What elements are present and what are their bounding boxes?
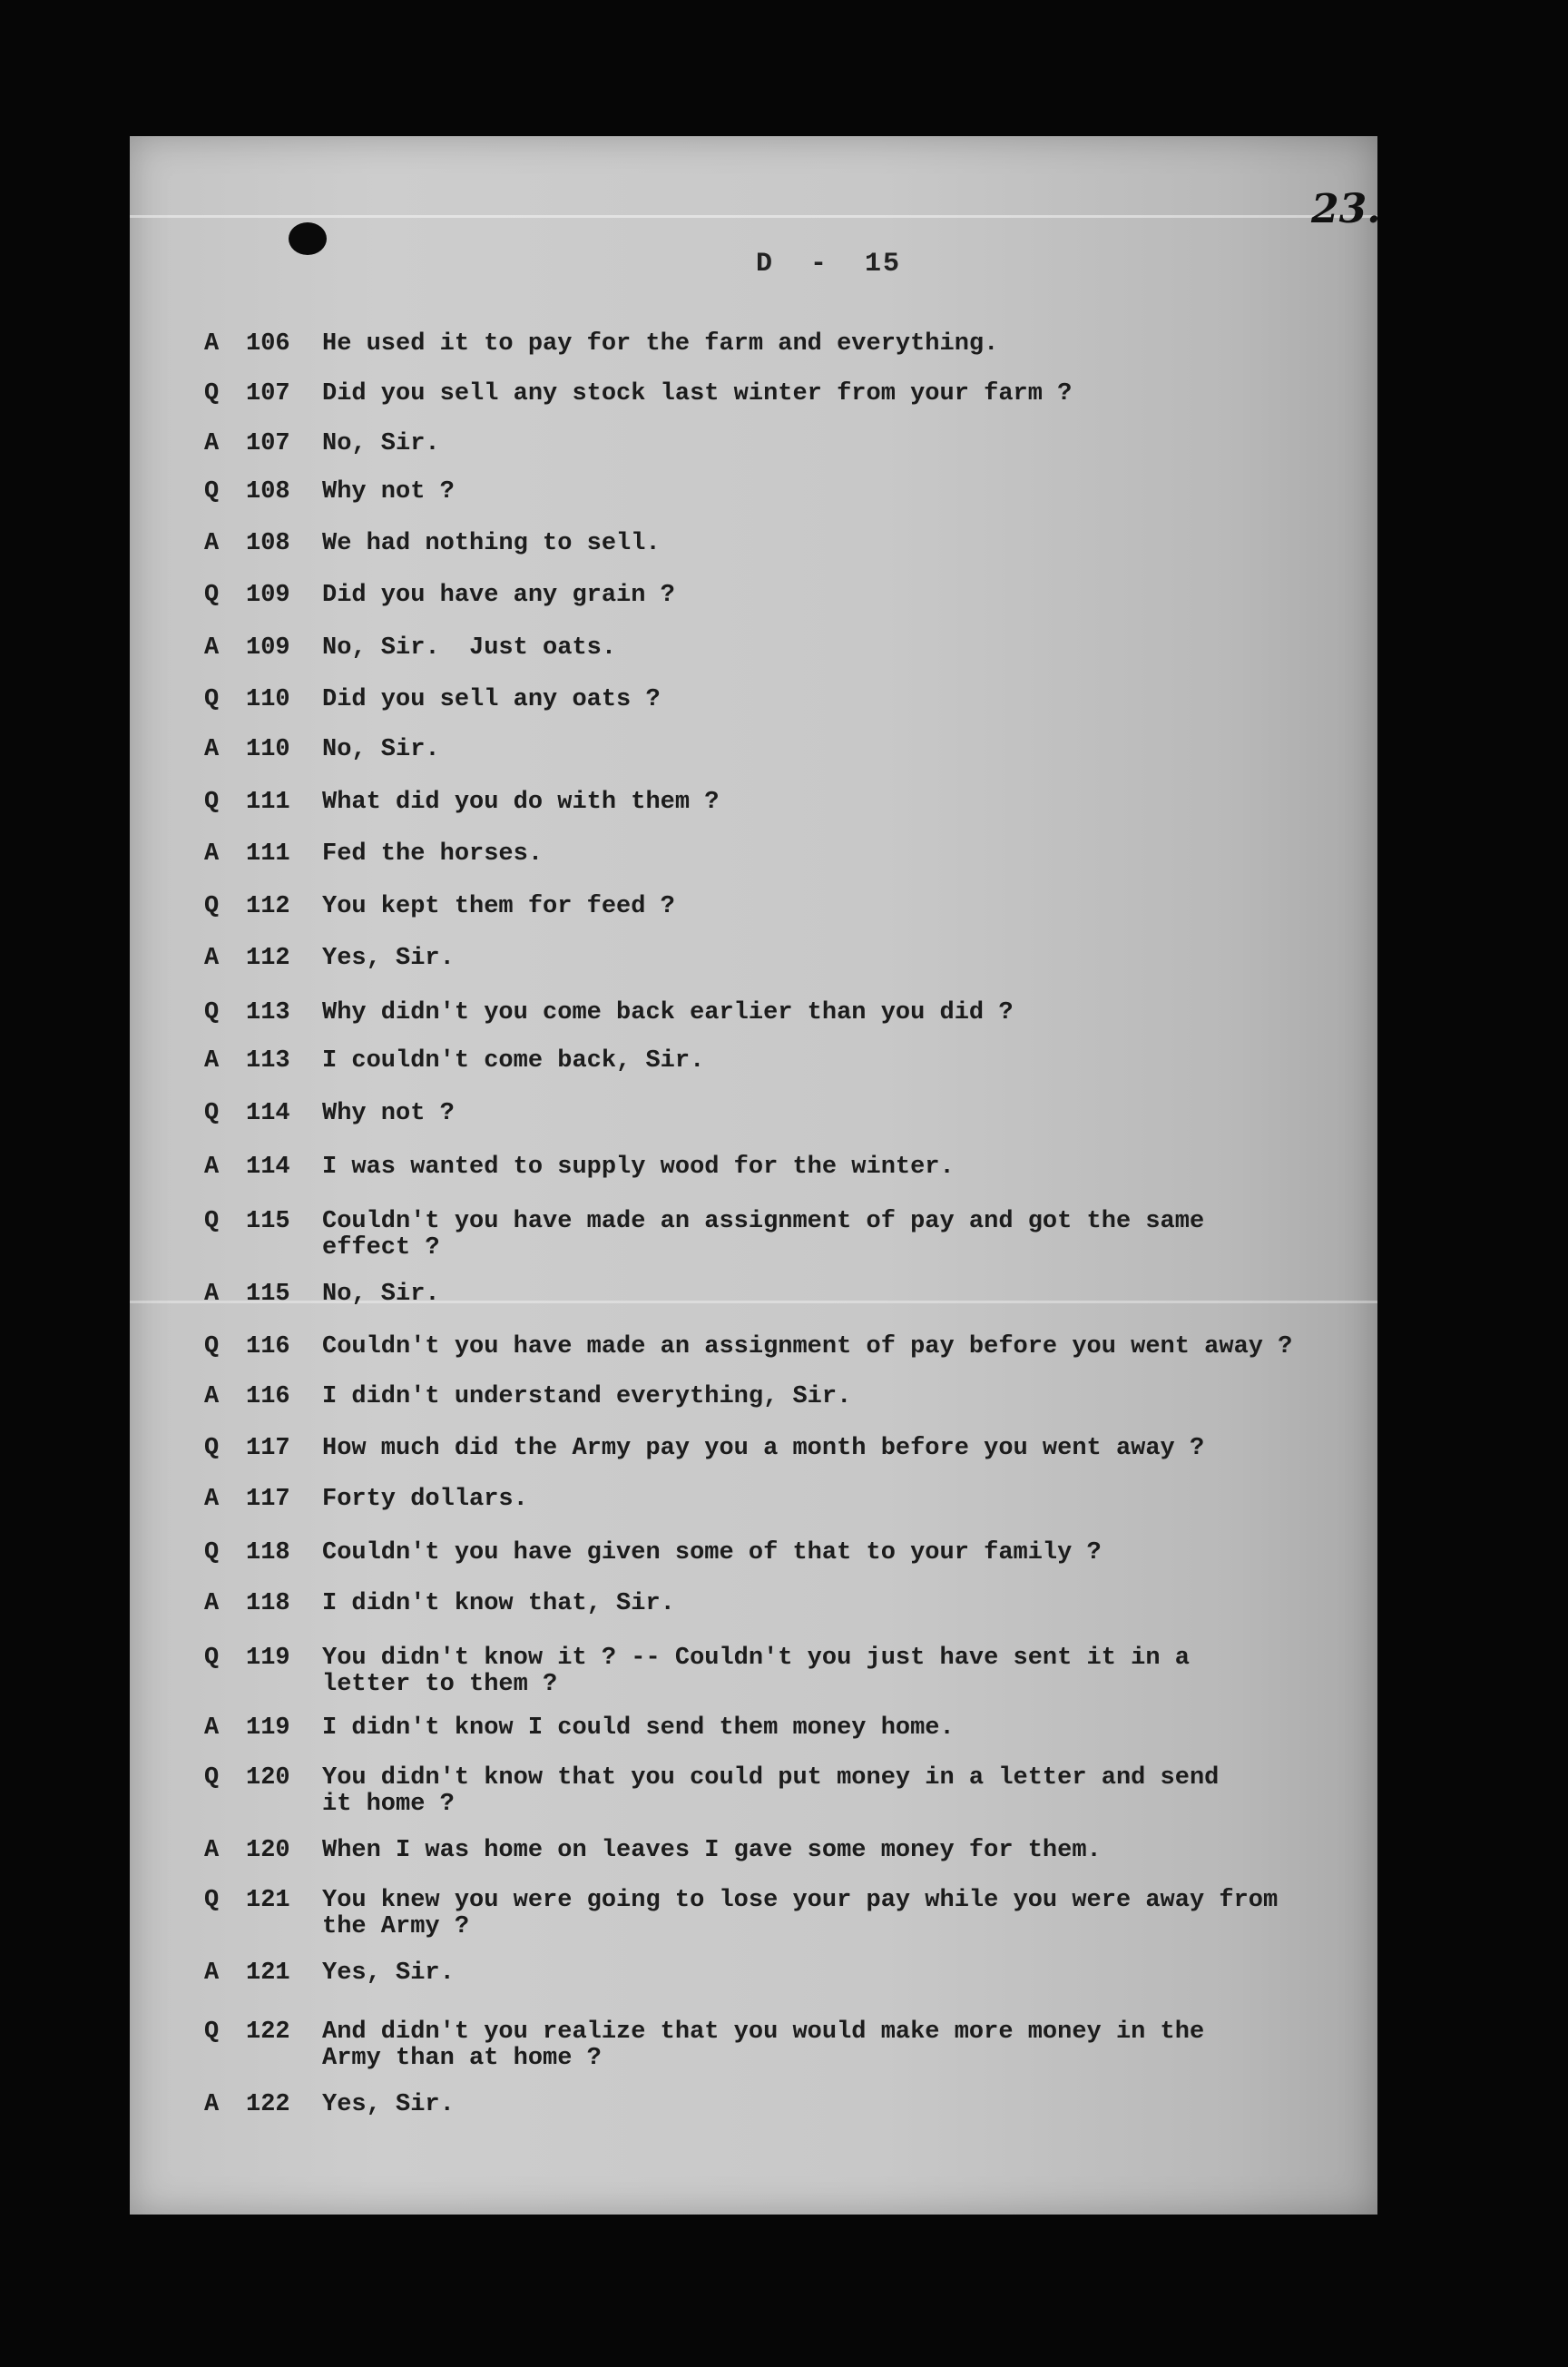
- handwritten-page-number: 23.: [1311, 186, 1381, 232]
- document-page: [130, 136, 1381, 2215]
- speaker-label: Q: [204, 1333, 220, 1360]
- speaker-label: A: [204, 1154, 220, 1181]
- statement-text: Did you sell any oats ?: [322, 686, 661, 713]
- question-number: 110: [246, 686, 290, 713]
- question-number: 117: [246, 1435, 290, 1462]
- statement-text: You didn't know that you could put money in a letter and send it home ?: [322, 1764, 1220, 1818]
- statement-text: No, Sir. Just oats.: [322, 634, 617, 662]
- statement-text: What did you do with them ?: [322, 789, 720, 816]
- question-number: 115: [246, 1208, 290, 1235]
- statement-text: I didn't know I could send them money home.: [322, 1714, 955, 1742]
- question-number: 119: [246, 1645, 290, 1672]
- speaker-label: A: [204, 1837, 220, 1864]
- question-number: 108: [246, 530, 290, 557]
- question-number: 109: [246, 634, 290, 662]
- speaker-label: Q: [204, 1539, 220, 1567]
- statement-text: We had nothing to sell.: [322, 530, 661, 557]
- statement-text: No, Sir.: [322, 1281, 440, 1308]
- question-number: 116: [246, 1383, 290, 1410]
- question-number: 111: [246, 840, 290, 868]
- speaker-label: A: [204, 430, 220, 457]
- question-number: 121: [246, 1959, 290, 1987]
- speaker-label: Q: [204, 1100, 220, 1127]
- question-number: 113: [246, 999, 290, 1026]
- statement-text: I was wanted to supply wood for the winter.: [322, 1154, 955, 1181]
- statement-text: Yes, Sir.: [322, 2091, 455, 2118]
- statement-text: Yes, Sir.: [322, 945, 455, 972]
- statement-text: Did you sell any stock last winter from your farm ?: [322, 380, 1073, 408]
- speaker-label: A: [204, 1281, 220, 1308]
- question-number: 107: [246, 380, 290, 408]
- statement-text: Fed the horses.: [322, 840, 544, 868]
- question-number: 120: [246, 1837, 290, 1864]
- question-number: 117: [246, 1486, 290, 1513]
- question-number: 121: [246, 1887, 290, 1914]
- speaker-label: A: [204, 840, 220, 868]
- speaker-label: Q: [204, 1208, 220, 1235]
- question-number: 113: [246, 1047, 290, 1075]
- question-number: 118: [246, 1590, 290, 1617]
- speaker-label: A: [204, 330, 220, 358]
- speaker-label: Q: [204, 2018, 220, 2046]
- speaker-label: A: [204, 1047, 220, 1075]
- statement-text: And didn't you realize that you would make more money in the Army than at home ?: [322, 2018, 1205, 2072]
- speaker-label: Q: [204, 1645, 220, 1672]
- question-number: 116: [246, 1333, 290, 1360]
- statement-text: Couldn't you have given some of that to your family ?: [322, 1539, 1102, 1567]
- speaker-label: Q: [204, 1887, 220, 1914]
- speaker-label: A: [204, 1486, 220, 1513]
- speaker-label: Q: [204, 478, 220, 506]
- question-number: 115: [246, 1281, 290, 1308]
- speaker-label: A: [204, 1959, 220, 1987]
- statement-text: You knew you were going to lose your pay while you were away from the Army ?: [322, 1887, 1279, 1940]
- statement-text: You kept them for feed ?: [322, 893, 675, 920]
- question-number: 118: [246, 1539, 290, 1567]
- statement-text: Did you have any grain ?: [322, 582, 675, 609]
- question-number: 114: [246, 1154, 290, 1181]
- speaker-label: Q: [204, 999, 220, 1026]
- question-number: 122: [246, 2091, 290, 2118]
- question-number: 120: [246, 1764, 290, 1792]
- statement-text: I didn't know that, Sir.: [322, 1590, 675, 1617]
- statement-text: Couldn't you have made an assignment of pay before you went away ?: [322, 1333, 1293, 1360]
- question-number: 114: [246, 1100, 290, 1127]
- question-number: 112: [246, 893, 290, 920]
- speaker-label: A: [204, 1714, 220, 1742]
- question-number: 106: [246, 330, 290, 358]
- statement-text: Why not ?: [322, 478, 455, 506]
- speaker-label: Q: [204, 1435, 220, 1462]
- question-number: 109: [246, 582, 290, 609]
- speaker-label: A: [204, 530, 220, 557]
- speaker-label: Q: [204, 1764, 220, 1792]
- transcript: [130, 136, 1377, 2215]
- speaker-label: Q: [204, 582, 220, 609]
- statement-text: Why didn't you come back earlier than you did ?: [322, 999, 1014, 1026]
- question-number: 111: [246, 789, 290, 816]
- speaker-label: Q: [204, 686, 220, 713]
- statement-text: I couldn't come back, Sir.: [322, 1047, 705, 1075]
- statement-text: Forty dollars.: [322, 1486, 528, 1513]
- statement-text: Couldn't you have made an assignment of pay and got the same effect ?: [322, 1208, 1205, 1262]
- statement-text: You didn't know it ? -- Couldn't you just have sent it in a letter to them ?: [322, 1645, 1190, 1698]
- speaker-label: A: [204, 945, 220, 972]
- statement-text: I didn't understand everything, Sir.: [322, 1383, 852, 1410]
- statement-text: Yes, Sir.: [322, 1959, 455, 1987]
- speaker-label: A: [204, 1590, 220, 1617]
- speaker-label: A: [204, 2091, 220, 2118]
- statement-text: Why not ?: [322, 1100, 455, 1127]
- speaker-label: A: [204, 1383, 220, 1410]
- statement-text: When I was home on leaves I gave some money for them.: [322, 1837, 1102, 1864]
- statement-text: No, Sir.: [322, 430, 440, 457]
- question-number: 107: [246, 430, 290, 457]
- page-header: D - 15: [756, 249, 902, 280]
- speaker-label: Q: [204, 380, 220, 408]
- question-number: 108: [246, 478, 290, 506]
- speaker-label: A: [204, 634, 220, 662]
- question-number: 119: [246, 1714, 290, 1742]
- speaker-label: Q: [204, 893, 220, 920]
- question-number: 122: [246, 2018, 290, 2046]
- statement-text: No, Sir.: [322, 736, 440, 763]
- speaker-label: A: [204, 736, 220, 763]
- speaker-label: Q: [204, 789, 220, 816]
- question-number: 112: [246, 945, 290, 972]
- statement-text: He used it to pay for the farm and everything.: [322, 330, 999, 358]
- statement-text: How much did the Army pay you a month before you went away ?: [322, 1435, 1205, 1462]
- question-number: 110: [246, 736, 290, 763]
